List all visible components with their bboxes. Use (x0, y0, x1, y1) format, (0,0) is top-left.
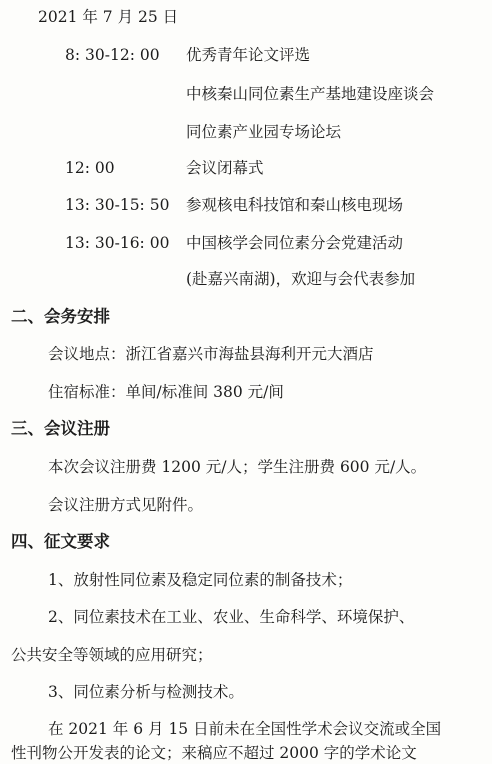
schedule-event: 同位素产业园专场论坛 (186, 123, 342, 141)
schedule-time: 13: 30-16: 00 (65, 234, 170, 252)
section-heading: 三、会议注册 (11, 419, 110, 438)
list-item-continuation: 公共安全等领域的应用研究； (11, 646, 213, 664)
schedule-time: 13: 30-15: 50 (65, 196, 170, 214)
list-item: 3、同位素分析与检测技术。 (48, 683, 244, 701)
schedule-event: 中国核学会同位素分会党建活动 (186, 234, 404, 252)
list-item: 2、同位素技术在工业、农业、生命科学、环境保护、 (48, 608, 415, 626)
section-heading: 四、征文要求 (11, 532, 110, 551)
schedule-time: 12: 00 (65, 159, 115, 177)
schedule-event: 参观核电科技馆和秦山核电现场 (186, 196, 404, 214)
method-line: 会议注册方式见附件。 (48, 496, 204, 514)
fee-line: 本次会议注册费 1200 元/人；学生注册费 600 元/人。 (48, 458, 427, 476)
schedule-time: 8: 30-12: 00 (65, 46, 160, 64)
paragraph-line: 在 2021 年 6 月 15 日前未在全国性学术会议交流或全国 (48, 720, 442, 738)
schedule-event: (赴嘉兴南湖)，欢迎与会代表参加 (186, 270, 416, 288)
paragraph-line: 性刊物公开发表的论文；来稿应不超过 2000 字的学术论文 (11, 744, 417, 762)
list-item: 1、放射性同位素及稳定同位素的制备技术； (48, 571, 353, 589)
venue-line: 会议地点：浙江省嘉兴市海盐县海利开元大酒店 (48, 345, 374, 363)
lodging-line: 住宿标准：单间/标准间 380 元/间 (48, 383, 284, 401)
schedule-date: 2021 年 7 月 25 日 (38, 8, 179, 26)
schedule-event: 优秀青年论文评选 (186, 46, 311, 64)
section-heading: 二、会务安排 (11, 307, 110, 326)
schedule-event: 中核秦山同位素生产基地建设座谈会 (186, 85, 435, 103)
schedule-event: 会议闭幕式 (186, 159, 264, 177)
